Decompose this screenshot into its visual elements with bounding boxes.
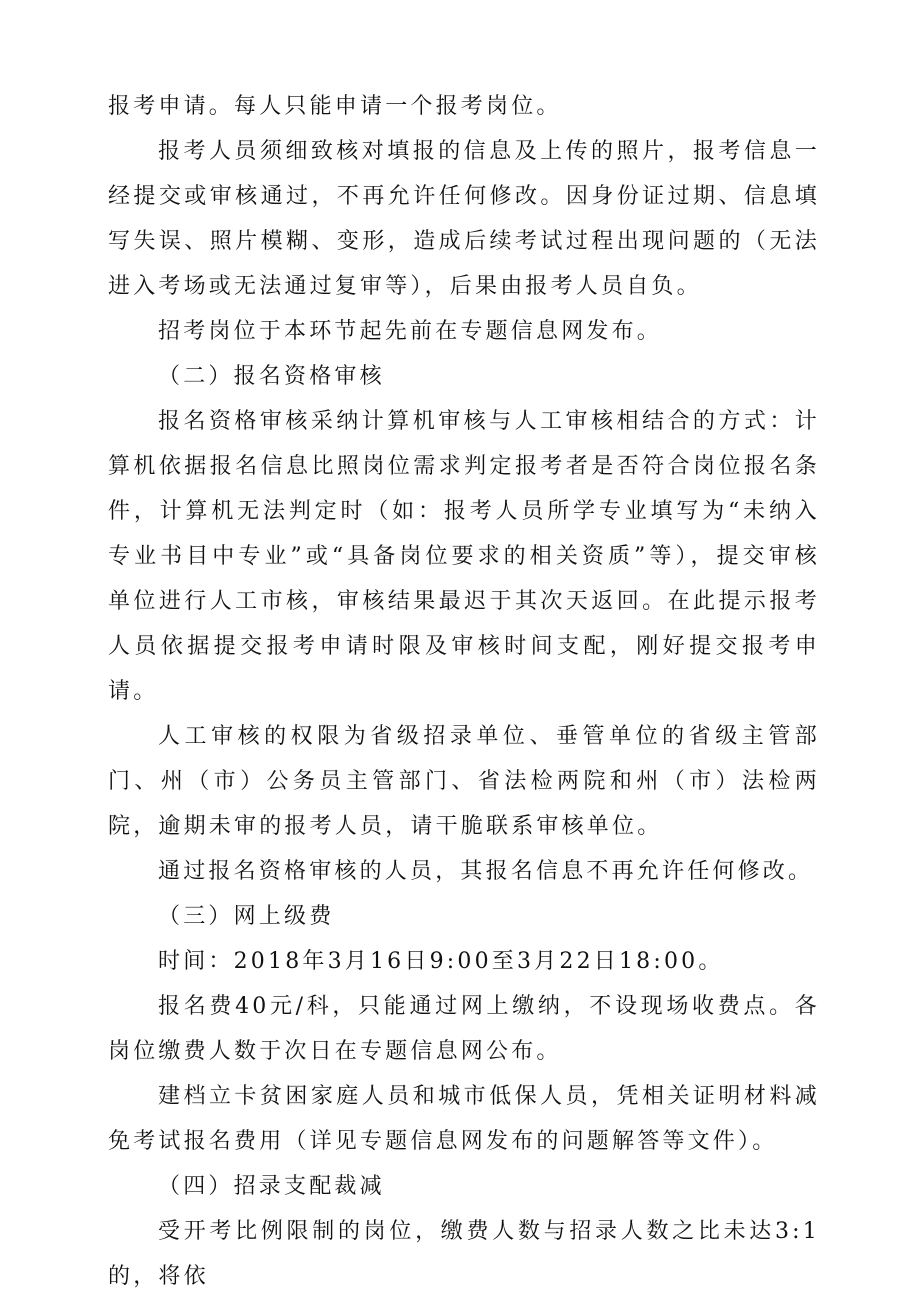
paragraph-review-method: 报名资格审核采纳计算机审核与人工审核相结合的方式：计算机依据报名信息比照岗位需求判定报考者是否符合岗位报名条件，计算机无法判定时（如：报考人员所学专业填写为“未纳入专业书目中专业”或“具备岗位要求的相关资质”等），提交审核单位进行人工市核，审核结果最迟于其次天返回。在此提示报考人员依据提交报考申请时限及审核时间支配，刚好提交报考申请。 <box>108 409 820 704</box>
paragraph-ratio-limit: 受开考比例限制的岗位，缴费人数与招录人数之比未达3:1的，将依 <box>108 1219 820 1289</box>
paragraph-fee-amount: 报名费40元/科，只能通过网上缴纳，不设现场收费点。各岗位缴费人数于次日在专题信息网公布。 <box>108 994 820 1064</box>
paragraph-payment-time: 时间：2018年3月16日9:00至3月22日18:00。 <box>158 949 724 974</box>
section-heading-qualification-review: （二）报名资格审核 <box>158 364 385 389</box>
section-heading-online-payment: （三）网上级费 <box>158 904 335 929</box>
paragraph-application-limit: 报考申请。每人只能申请一个报考岗位。 <box>108 94 562 119</box>
paragraph-verify-info: 报考人员须细致核对填报的信息及上传的照片，报考信息一经提交或审核通过，不再允许任何修改。因身份证过期、信息填写失误、照片模糊、变形，造成后续考试过程出现问题的（无法进入考场或无法通过复审等），后果由报考人员自负。 <box>108 139 820 299</box>
document-body <box>108 84 820 1299</box>
paragraph-review-authority: 人工审核的权限为省级招录单位、垂管单位的省级主管部门、州（市）公务员主管部门、省法检两院和州（市）法检两院，逾期未审的报考人员，请干脆联系审核单位。 <box>108 724 820 839</box>
section-heading-quota-reduction: （四）招录支配裁减 <box>158 1174 385 1199</box>
paragraph-positions-published: 招考岗位于本环节起先前在专题信息网发布。 <box>158 319 663 344</box>
paragraph-no-modification: 通过报名资格审核的人员，其报名信息不再允许任何修改。 <box>158 859 814 884</box>
paragraph-fee-waiver: 建档立卡贫困家庭人员和城市低保人员，凭相关证明材料减免考试报名费用（详见专题信息网发布的问题解答等文件）。 <box>108 1084 820 1154</box>
